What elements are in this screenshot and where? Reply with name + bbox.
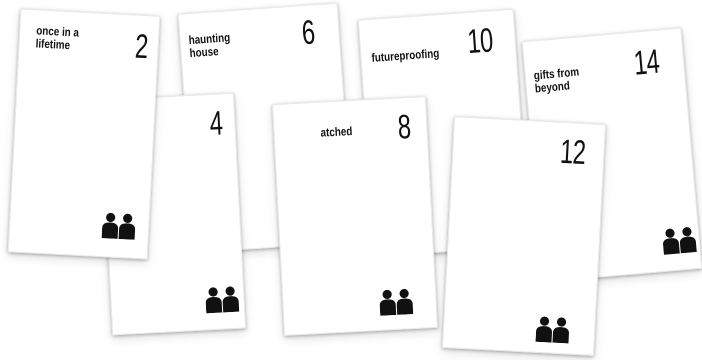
two-people-icon [102,212,137,240]
card-number: 12 [559,132,587,173]
card-title: once in a lifetime [35,23,80,53]
card-8[interactable] [272,96,438,336]
two-people-icon [535,316,570,344]
two-people-icon [662,226,698,255]
card-number: 10 [466,21,494,62]
card-title: futureproofing [371,46,440,65]
card-title: haunting house [188,30,231,61]
card-2[interactable] [8,9,161,260]
card-number: 2 [134,27,149,67]
card-12[interactable] [442,116,606,356]
card-title: gifts from beyond [533,64,580,96]
card-number: 4 [208,104,224,143]
two-people-icon [205,286,240,314]
card-number: 8 [396,108,412,147]
two-people-icon [379,288,414,316]
card-number: 6 [300,13,316,53]
card-title: atched [320,124,353,140]
card-number: 14 [632,42,661,83]
